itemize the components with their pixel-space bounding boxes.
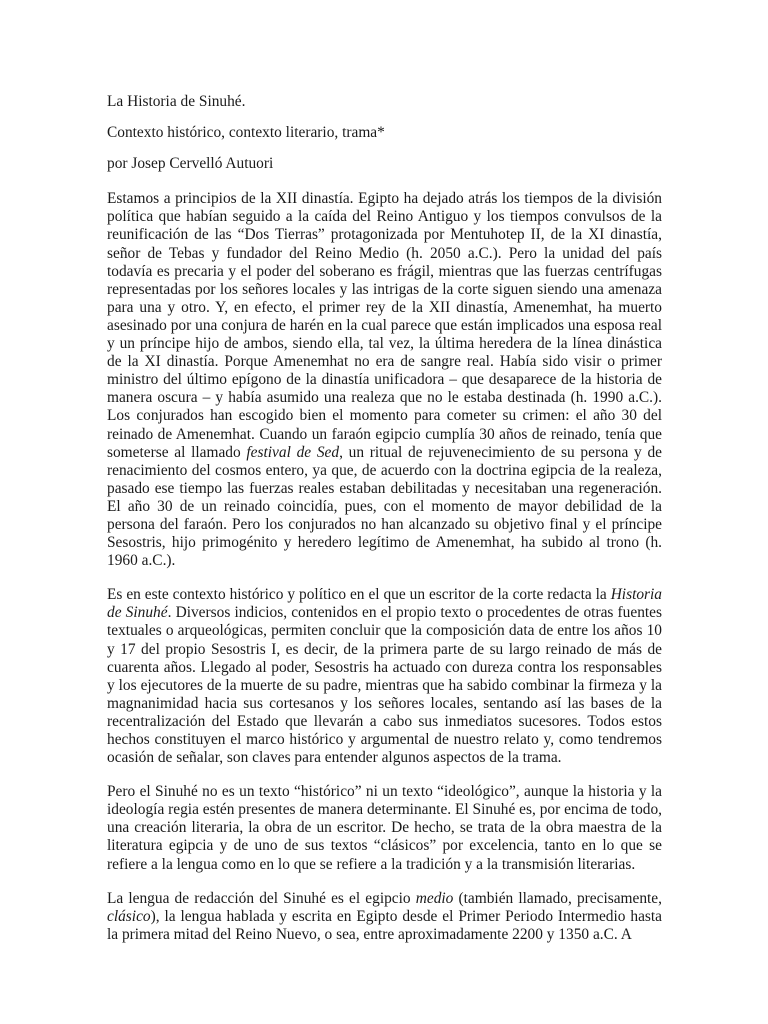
text-run: Pero el Sinuhé no es un texto “histórico” ni un texto “ideológico”, aunque la historia y la ideología regia estén presentes de manera determinante. El Sinuhé es, por encima de todo, una creación literaria, la obra de un escritor. De hecho, se trata de la obra maestra de la literatura egipcia y de uno de sus textos “clásicos” por excelencia, tanto en lo que se refiere a la lengua como en lo que se refiere a la tradición y a la transmisión literarias.	[107, 783, 662, 873]
document-title: La Historia de Sinuhé.	[107, 93, 246, 110]
text-run: ), la lengua hablada y escrita en Egipto desde el Primer Periodo Intermedio hasta la primera mitad del Reino Nuevo, o sea, entre aproximadamente 2200 y 1350 a.C. A	[107, 907, 662, 943]
text-run: . Diversos indicios, contenidos en el propio texto o procedentes de otras fuentes textuales o arqueológicas, permiten concluir que la composición data de entre los años 10 y 17 del propio Sesostris I, es decir, de la primera parte de su largo reinado de más de cuarenta años. Llegado al poder, Sesostris ha actuado con dureza contra los responsables y los ejecutores de la muerte de su padre, mientras que ha sabido combinar la firmeza y la magnanimidad hacia sus cortesanos y los señores locales, sentando así las bases de la recentralización del Estado que llevarán a cabo sus inmediatos sucesores. Todos estos hechos constituyen el marco histórico y argumental de nuestro relato y, como tendremos ocasión de señalar, son claves para entender algunos aspectos de la trama.	[107, 604, 662, 767]
text-run: Es en este contexto histórico y político en el que un escritor de la corte redacta la	[107, 586, 611, 604]
text-run: La lengua de redacción del Sinuhé es el egipcio	[107, 889, 416, 907]
text-run: (también llamado, precisamente,	[453, 889, 662, 907]
paragraph-4	[107, 890, 662, 944]
document-author: por Josep Cervelló Autuori	[107, 155, 274, 173]
paragraph-2	[107, 586, 662, 767]
italic-term: Historia de Sinuhé	[107, 586, 662, 622]
document-subtitle: Contexto histórico, contexto literario, trama*	[107, 124, 385, 142]
text-run: Estamos a principios de la XII dinastía. Egipto ha dejado atrás los tiempos de la división política que habían seguido a la caída del Reino Antiguo y los tiempos convulsos de la reunificación de las “Dos Tierras” protagonizada por Mentuhotep II, de la XI dinastía, señor de Tebas y fundador del Reino Medio (h. 2050 a.C.). Pero la unidad del país todavía es precaria y el poder del soberano es frágil, mientras que las fuerzas centrífugas representadas por los señores locales y las intrigas de la corte siguen siendo una amenaza para una y otro. Y, en efecto, el primer rey de la XII dinastía, Amenemhat, ha muerto asesinado por una conjura de harén en la cual parece que están implicados una esposa real y un príncipe hijo de ambos, siendo ella, tal vez, la última heredera de la línea dinástica de la XI dinastía. Porque Amenemhat no era de sangre real. Había sido visir o primer ministro del último epígono de la dinastía unificadora – que desaparece de la historia de manera oscura – y había asumido una realeza que no le estaba destinada (h. 1990 a.C.). Los conjurados han escogido bien el momento para cometer su crimen: el año 30 del reinado de Amenemhat. Cuando un faraón egipcio cumplía 30 años de reinado, tenía que someterse al llamado	[107, 190, 662, 461]
document-body	[107, 93, 662, 960]
text-run: , un ritual de rejuvenecimiento de su persona y de renacimiento del cosmos entero, ya que, de acuerdo con la doctrina egipcia de la realeza, pasado ese tiempo las fuerzas reales estaban debilitadas y necesitaban una regeneración. El año 30 de un reinado coincidía, pues, con el momento de mayor debilidad de la persona del faraón. Pero los conjurados no han alcanzado su objetivo final y el príncipe Sesostris, hijo primogénito y heredero legítimo de Amenemhat, ha subido al trono (h. 1960 a.C.).	[107, 443, 662, 570]
italic-term: medio	[415, 889, 454, 907]
italic-term: clásico	[107, 907, 151, 925]
italic-term: festival de Sed	[246, 443, 340, 461]
paragraph-1	[107, 190, 662, 570]
paragraph-3	[107, 783, 662, 873]
